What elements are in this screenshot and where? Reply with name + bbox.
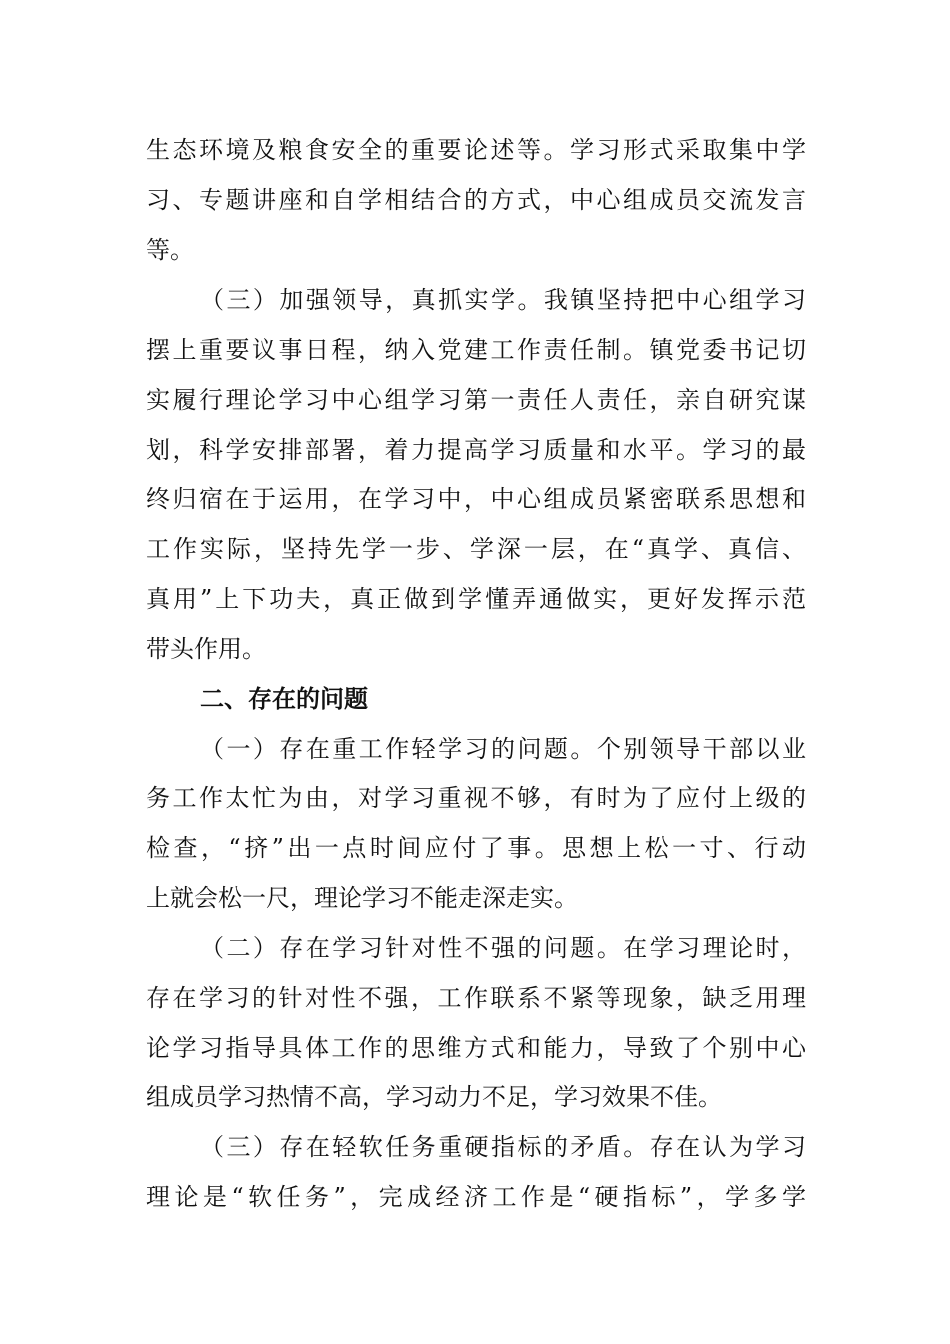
text-line: 论学习指导具体工作的思维方式和能力，导致了个别中心 bbox=[146, 1034, 806, 1062]
paragraph-start-line: （三）存在轻软任务重硬指标的矛盾。存在认为学习 bbox=[200, 1133, 806, 1161]
paragraph-start-line: （二）存在学习针对性不强的问题。在学习理论时， bbox=[200, 934, 806, 962]
text-line: 实履行理论学习中心组学习第一责任人责任，亲自研究谋 bbox=[146, 386, 806, 414]
text-line: 上就会松一尺，理论学习不能走深走实。 bbox=[146, 884, 578, 912]
text-line: 等。 bbox=[146, 236, 194, 264]
text-line: 工作实际，坚持先学一步、学深一层，在“真学、真信、 bbox=[146, 535, 806, 563]
text-line: 组成员学习热情不高，学习动力不足，学习效果不佳。 bbox=[146, 1083, 722, 1111]
text-line: 习、专题讲座和自学相结合的方式，中心组成员交流发言 bbox=[146, 186, 806, 214]
text-line: 真用”上下功夫，真正做到学懂弄通做实，更好发挥示范 bbox=[146, 585, 806, 613]
text-line: 理论是“软任务”，完成经济工作是“硬指标”，学多学 bbox=[146, 1183, 806, 1211]
section-heading: 二、存在的问题 bbox=[200, 685, 368, 713]
text-line: 带头作用。 bbox=[146, 635, 266, 663]
paragraph-start-line: （一）存在重工作轻学习的问题。个别领导干部以业 bbox=[200, 735, 806, 763]
text-line: 生态环境及粮食安全的重要论述等。学习形式采取集中学 bbox=[146, 136, 806, 164]
text-line: 存在学习的针对性不强，工作联系不紧等现象，缺乏用理 bbox=[146, 984, 806, 1012]
text-line: 终归宿在于运用，在学习中，中心组成员紧密联系思想和 bbox=[146, 485, 806, 513]
text-line: 务工作太忙为由，对学习重视不够，有时为了应付上级的 bbox=[146, 784, 806, 812]
text-line: 摆上重要议事日程，纳入党建工作责任制。镇党委书记切 bbox=[146, 336, 806, 364]
text-line: 检查，“挤”出一点时间应付了事。思想上松一寸、行动 bbox=[146, 834, 806, 862]
text-line: 划，科学安排部署，着力提高学习质量和水平。学习的最 bbox=[146, 436, 806, 464]
paragraph-start-line: （三）加强领导，真抓实学。我镇坚持把中心组学习 bbox=[200, 286, 806, 314]
